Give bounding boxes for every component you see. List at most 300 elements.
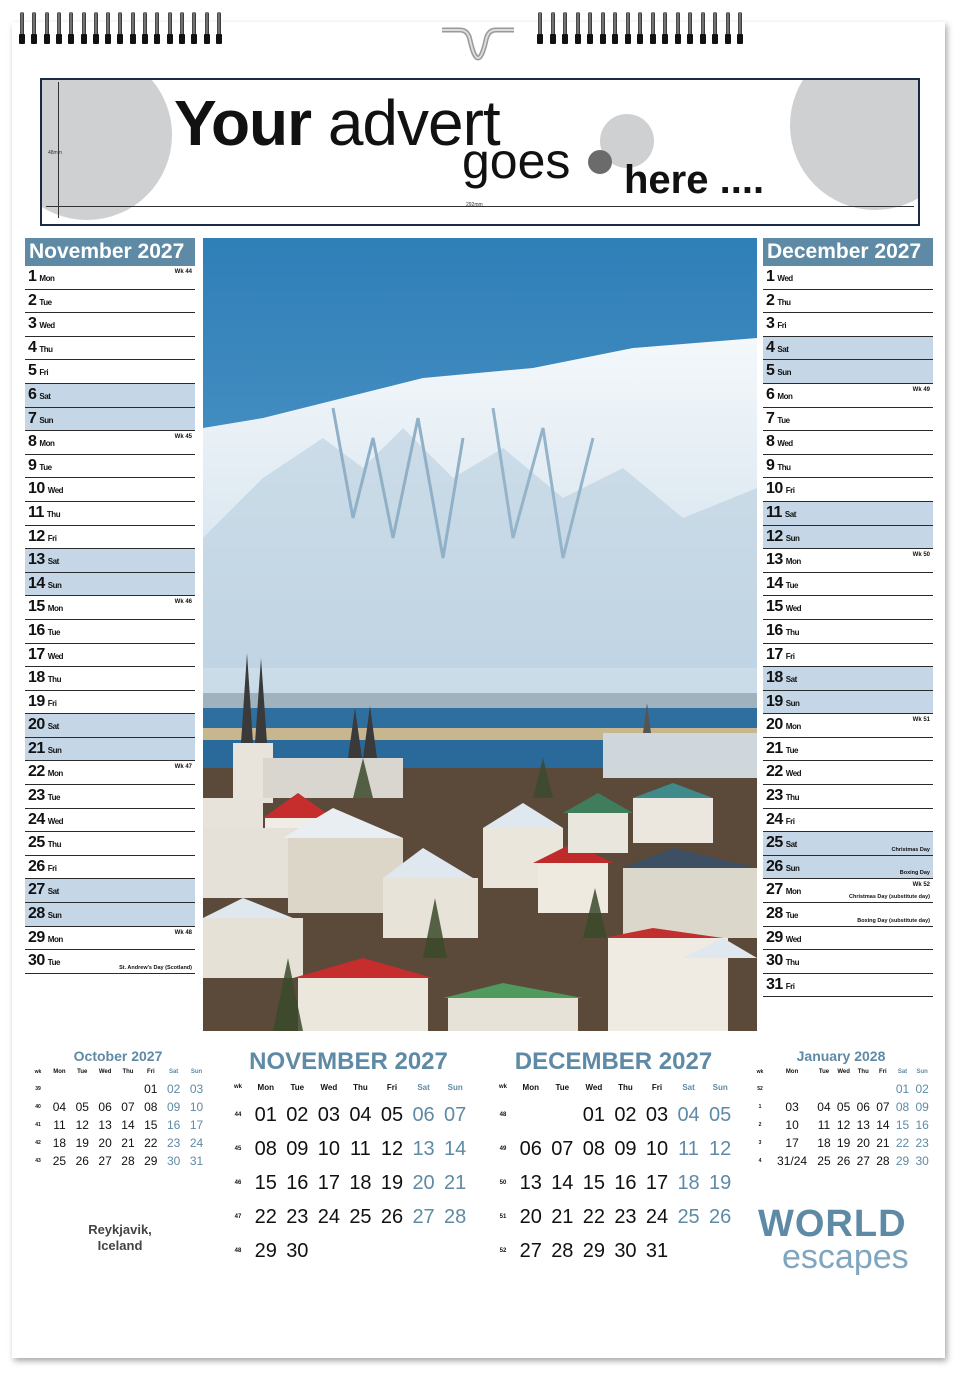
week-number: Wk 48 — [174, 929, 192, 936]
date-cell: 27 — [519, 1239, 542, 1262]
holiday-label: Boxing Day — [899, 870, 930, 877]
weekday-abbrev: Tue — [47, 627, 60, 637]
binding-ring — [180, 12, 184, 44]
calendar-week-row — [28, 1152, 208, 1170]
holiday-label: St. Andrew's Day (Scotland) — [119, 964, 192, 971]
week-number: Wk 50 — [912, 552, 930, 559]
day-number: 16 Thu — [766, 621, 799, 639]
date-cell: 06 — [98, 1100, 112, 1114]
weekday-header: Sat — [417, 1082, 430, 1092]
day-number: 7 Tue — [766, 409, 790, 427]
date-cell: 17 — [189, 1118, 204, 1132]
date-cell: 04 — [349, 1103, 372, 1126]
date-cell: 07 — [551, 1137, 574, 1160]
calendar-week-row — [226, 1234, 471, 1268]
date-cell: 27 — [98, 1154, 112, 1168]
day-row — [25, 903, 195, 927]
weekday-header: Fri — [146, 1069, 155, 1075]
date-cell: 04 — [677, 1103, 700, 1126]
day-row — [25, 714, 195, 738]
calendar-week-row — [491, 1132, 736, 1166]
day-row — [25, 644, 195, 668]
weekday-abbrev: Tue — [785, 911, 798, 921]
holiday-label: Christmas Day — [891, 846, 930, 853]
date-cell: 02 — [915, 1082, 929, 1096]
day-number: 2 Thu — [766, 291, 791, 309]
calendar-week-row — [491, 1200, 736, 1234]
day-row — [763, 431, 933, 455]
date-cell: 19 — [380, 1171, 404, 1194]
date-cell: 05 — [75, 1100, 89, 1114]
weekday-abbrev: Mon — [785, 557, 801, 567]
date-cell: 05 — [836, 1100, 851, 1114]
date-cell: 16 — [286, 1171, 309, 1194]
date-cell: 03 — [189, 1082, 204, 1096]
calendar-week-row — [28, 1098, 208, 1116]
date-cell: 18 — [677, 1171, 700, 1194]
advert-line3: here .... — [624, 158, 765, 202]
weekday-abbrev: Thu — [785, 793, 799, 803]
weekday-abbrev: Fri — [47, 863, 57, 873]
day-row — [25, 266, 195, 290]
day-row — [25, 408, 195, 432]
weekday-header: wk — [756, 1069, 764, 1075]
day-row — [763, 408, 933, 432]
day-row — [763, 761, 933, 785]
mini-calendar-january — [750, 1048, 932, 1170]
day-number: 31 Fri — [766, 975, 795, 993]
date-cell — [117, 1080, 140, 1098]
date-cell: 12 — [380, 1137, 404, 1160]
day-number: 20 Sat — [28, 716, 59, 734]
day-number: 5 Fri — [28, 362, 49, 380]
big-calendar-november — [226, 1048, 471, 1268]
day-number: 12 Fri — [28, 527, 57, 545]
date-cell: 14 — [551, 1171, 574, 1194]
week-number: Wk 47 — [174, 764, 192, 771]
week-number-cell: 40 — [35, 1104, 41, 1110]
date-cell: 21 — [444, 1171, 467, 1194]
date-cell: 02 — [614, 1103, 637, 1126]
weekday-header: Tue — [555, 1082, 570, 1092]
day-row — [763, 879, 933, 903]
week-number-cell: 39 — [35, 1086, 41, 1092]
date-cell: 30 — [286, 1239, 309, 1262]
day-row — [763, 266, 933, 290]
weekday-abbrev: Thu — [47, 675, 61, 685]
weekday-abbrev: Tue — [39, 297, 52, 307]
day-number: 21 Sun — [28, 739, 62, 757]
day-number: 20 Mon — [766, 716, 801, 734]
day-number: 27 Sat — [28, 881, 59, 899]
date-cell — [853, 1080, 873, 1098]
weekday-header: Tue — [818, 1069, 830, 1075]
calendar-week-row — [491, 1166, 736, 1200]
date-cell: 19 — [836, 1136, 851, 1150]
binding-ring — [69, 12, 73, 44]
week-number-cell: 2 — [758, 1122, 762, 1128]
calendar-week-row — [28, 1080, 208, 1098]
date-cell: 13 — [519, 1171, 542, 1194]
november-list-title: November 2027 — [25, 238, 195, 266]
binding-ring — [118, 12, 122, 44]
binding-ring — [82, 12, 86, 44]
date-cell: 11 — [53, 1118, 66, 1132]
date-cell: 25 — [349, 1205, 372, 1228]
day-row — [25, 761, 195, 785]
weekday-abbrev: Thu — [777, 462, 791, 472]
binding-ring — [168, 12, 172, 44]
date-cell — [515, 1098, 547, 1132]
day-row — [25, 927, 195, 951]
week-number-cell: 41 — [35, 1122, 41, 1128]
advert-line1 — [174, 86, 500, 160]
date-cell: 11 — [817, 1118, 831, 1132]
date-cell: 25 — [817, 1154, 831, 1168]
binding-ring — [738, 12, 742, 44]
day-row — [763, 856, 933, 880]
week-number-cell: 49 — [499, 1146, 507, 1152]
week-number-cell: 52 — [499, 1248, 507, 1254]
date-cell: 11 — [678, 1137, 699, 1160]
day-number: 26 Fri — [28, 857, 57, 875]
day-number: 4 Thu — [28, 338, 53, 356]
reykjavik-photo-illustration — [203, 238, 757, 1031]
day-number: 8 Wed — [766, 433, 793, 451]
date-cell: 23 — [286, 1205, 309, 1228]
day-row — [25, 691, 195, 715]
day-row — [25, 809, 195, 833]
day-row — [25, 950, 195, 974]
weekday-header: Thu — [857, 1069, 869, 1075]
week-number-cell: 3 — [758, 1140, 762, 1146]
day-row — [763, 478, 933, 502]
binding-ring — [94, 12, 98, 44]
date-cell: 27 — [856, 1154, 870, 1168]
date-cell: 14 — [444, 1137, 467, 1160]
day-number: 15 Mon — [28, 598, 63, 616]
day-number: 1 Mon — [28, 268, 55, 285]
weekday-abbrev: Mon — [39, 439, 55, 449]
advert-circle-left — [40, 78, 172, 220]
binding-ring — [663, 12, 667, 44]
binding-ring — [20, 12, 24, 44]
binding-ring — [143, 12, 147, 44]
date-cell: 23 — [614, 1205, 637, 1228]
weekday-header: Fri — [386, 1082, 398, 1092]
weekday-abbrev: Sat — [777, 344, 789, 354]
landscape-photo — [203, 238, 757, 1031]
calendar-title: NOVEMBER 2027 — [249, 1048, 448, 1075]
week-number-cell: 1 — [758, 1104, 762, 1110]
date-cell: 25 — [677, 1205, 700, 1228]
weekday-abbrev: Sat — [785, 675, 797, 685]
date-cell: 15 — [895, 1118, 910, 1132]
weekday-abbrev: Fri — [39, 368, 49, 378]
weekday-abbrev: Thu — [777, 297, 791, 307]
day-row — [25, 856, 195, 880]
date-cell: 28 — [444, 1205, 467, 1228]
date-cell: 26 — [709, 1205, 732, 1228]
calendar-week-row — [491, 1234, 736, 1268]
date-cell: 09 — [286, 1137, 309, 1160]
weekday-abbrev: Wed — [785, 934, 802, 944]
date-cell: 05 — [380, 1103, 404, 1126]
day-number: 9 Thu — [766, 456, 791, 474]
holiday-label: Christmas Day (substitute day) — [849, 894, 930, 901]
day-row — [763, 573, 933, 597]
week-number-cell: 44 — [234, 1112, 242, 1118]
day-number: 29 Wed — [766, 928, 802, 946]
date-cell — [547, 1098, 579, 1132]
location-line2: Iceland — [97, 1238, 143, 1253]
day-number: 27 Mon — [766, 881, 801, 899]
binding-ring — [205, 12, 209, 44]
day-number: 3 Wed — [28, 315, 55, 333]
day-row — [25, 620, 195, 644]
day-row — [25, 832, 195, 856]
weekday-abbrev: Tue — [777, 415, 790, 425]
binding-ring — [45, 12, 49, 44]
date-cell — [94, 1080, 117, 1098]
big-calendar-december — [491, 1048, 736, 1268]
day-row — [25, 573, 195, 597]
date-cell: 20 — [519, 1205, 542, 1228]
day-number: 24 Wed — [28, 810, 64, 828]
date-cell: 08 — [254, 1137, 277, 1160]
binding-ring — [538, 12, 542, 44]
week-number-cell: 48 — [234, 1248, 242, 1254]
day-number: 22 Mon — [28, 763, 63, 781]
calendar-week-row — [750, 1098, 932, 1116]
weekday-abbrev: Wed — [777, 274, 793, 283]
day-number: 10 Fri — [766, 480, 795, 498]
calendar-week-row — [750, 1116, 932, 1134]
weekday-abbrev: Fri — [785, 651, 795, 661]
date-cell — [834, 1080, 854, 1098]
december-day-list — [763, 238, 933, 997]
day-number: 23 Thu — [766, 787, 799, 805]
weekday-abbrev: Fri — [47, 698, 57, 708]
date-cell — [673, 1234, 705, 1268]
day-number: 13 Mon — [766, 551, 801, 569]
weekday-header: Thu — [618, 1082, 633, 1092]
day-number: 22 Wed — [766, 763, 802, 781]
day-number: 12 Sun — [766, 527, 800, 545]
date-cell: 04 — [52, 1100, 67, 1114]
weekday-abbrev: Mon — [777, 391, 793, 401]
date-cell: 21 — [551, 1205, 574, 1228]
width-dimension-label: 292mm — [466, 202, 483, 208]
week-number-cell: 42 — [35, 1140, 41, 1146]
weekday-abbrev: Thu — [39, 344, 53, 354]
date-cell: 30 — [166, 1154, 181, 1168]
week-number-cell: 46 — [234, 1180, 242, 1186]
date-cell: 28 — [876, 1154, 890, 1168]
weekday-abbrev: Fri — [47, 533, 57, 543]
date-cell: 23 — [166, 1136, 181, 1150]
date-cell: 01 — [144, 1082, 158, 1096]
date-cell: 05 — [709, 1103, 732, 1126]
weekday-abbrev: Sun — [47, 911, 62, 921]
day-row — [763, 974, 933, 998]
day-row — [763, 337, 933, 361]
weekday-header: Wed — [320, 1082, 338, 1092]
day-number: 16 Tue — [28, 621, 60, 639]
weekday-abbrev: Mon — [47, 604, 63, 614]
day-row — [25, 337, 195, 361]
weekday-abbrev: Sat — [39, 391, 51, 401]
weekday-header: Mon — [257, 1082, 274, 1092]
binding-ring — [551, 12, 555, 44]
week-number: Wk 46 — [174, 599, 192, 606]
date-cell — [376, 1234, 408, 1268]
date-cell: 06 — [519, 1137, 542, 1160]
date-cell — [873, 1080, 893, 1098]
calendar-week-row — [750, 1080, 932, 1098]
week-number: Wk 45 — [174, 434, 192, 441]
date-cell: 08 — [895, 1100, 910, 1114]
date-cell: 12 — [75, 1118, 89, 1132]
day-number: 11 Sat — [766, 503, 796, 521]
day-row — [763, 360, 933, 384]
date-cell: 10 — [317, 1137, 340, 1160]
day-number: 25 Thu — [28, 834, 61, 852]
day-row — [763, 620, 933, 644]
weekday-header: Sun — [447, 1082, 463, 1092]
day-row — [763, 290, 933, 314]
calendar-week-row — [226, 1166, 471, 1200]
calendar-title: January 2028 — [796, 1048, 886, 1064]
weekday-header: Wed — [98, 1069, 112, 1075]
day-number: 17 Wed — [28, 645, 64, 663]
date-cell: 10 — [645, 1137, 669, 1160]
date-cell: 29 — [895, 1154, 910, 1168]
day-row — [25, 502, 195, 526]
date-cell: 02 — [286, 1103, 309, 1126]
weekday-abbrev: Sun — [785, 533, 800, 543]
weekday-header: Sat — [168, 1069, 179, 1075]
weekday-abbrev: Sun — [39, 415, 54, 425]
date-cell: 10 — [189, 1100, 204, 1114]
weekday-abbrev: Fri — [785, 486, 795, 496]
advert-line1-rest: advert — [327, 87, 500, 159]
week-number-cell: 45 — [234, 1146, 242, 1152]
date-cell: 21 — [121, 1136, 135, 1150]
date-cell: 22 — [254, 1205, 277, 1228]
weekday-abbrev: Tue — [785, 580, 798, 590]
day-number: 1 Wed — [766, 268, 793, 285]
weekday-abbrev: Tue — [785, 745, 798, 755]
day-number: 10 Wed — [28, 480, 64, 498]
weekday-abbrev: Fri — [785, 981, 795, 991]
date-cell: 26 — [836, 1154, 851, 1168]
day-row — [25, 478, 195, 502]
date-cell: 29 — [254, 1239, 277, 1262]
binding-ring — [726, 12, 730, 44]
weekday-header: Mon — [53, 1069, 66, 1075]
day-number: 23 Tue — [28, 787, 60, 805]
day-number: 14 Sun — [28, 574, 62, 592]
weekday-abbrev: Sun — [785, 863, 800, 873]
day-number: 18 Thu — [28, 669, 61, 687]
date-cell: 10 — [785, 1118, 799, 1132]
week-number: Wk 51 — [912, 717, 930, 724]
date-cell: 12 — [836, 1118, 851, 1132]
weekday-header: wk — [498, 1084, 507, 1090]
date-cell: 25 — [52, 1154, 67, 1168]
day-row — [763, 526, 933, 550]
date-cell: 31/24 — [777, 1154, 808, 1168]
day-row — [25, 384, 195, 408]
day-row — [763, 738, 933, 762]
date-cell: 17 — [645, 1171, 669, 1194]
weekday-abbrev: Thu — [785, 627, 799, 637]
mini-calendar-october — [28, 1048, 208, 1170]
date-cell: 28 — [551, 1239, 574, 1262]
binding-ring — [563, 12, 567, 44]
weekday-header: Sat — [682, 1082, 695, 1092]
week-number-cell: 43 — [35, 1158, 41, 1164]
day-row — [25, 738, 195, 762]
day-row — [763, 455, 933, 479]
week-number: Wk 44 — [174, 269, 192, 275]
binding-ring — [651, 12, 655, 44]
binding-ring — [638, 12, 642, 44]
weekday-header-row — [491, 1076, 736, 1098]
weekday-header: Sat — [897, 1069, 908, 1075]
date-cell: 19 — [75, 1136, 89, 1150]
weekday-header: Mon — [522, 1082, 539, 1092]
day-number: 30 Tue — [28, 952, 60, 970]
date-cell: 09 — [614, 1137, 637, 1160]
day-row — [25, 879, 195, 903]
day-number: 29 Mon — [28, 928, 63, 946]
weekday-abbrev: Sat — [47, 887, 59, 897]
binding-ring — [688, 12, 692, 44]
weekday-header-row — [28, 1064, 208, 1080]
date-cell: 09 — [915, 1100, 929, 1114]
date-cell: 30 — [915, 1154, 929, 1168]
weekday-header: Mon — [785, 1069, 799, 1075]
date-cell: 22 — [144, 1136, 158, 1150]
date-cell: 26 — [75, 1154, 89, 1168]
weekday-abbrev: Wed — [785, 604, 802, 614]
calendar-week-row — [750, 1152, 932, 1170]
world-escapes-logo — [758, 1203, 909, 1276]
day-number: 19 Fri — [28, 692, 57, 710]
date-cell: 03 — [785, 1100, 799, 1114]
date-cell: 24 — [645, 1205, 669, 1228]
day-row — [763, 384, 933, 408]
week-number-cell: 4 — [758, 1158, 762, 1164]
date-cell: 15 — [254, 1171, 277, 1194]
weekday-abbrev: Mon — [785, 722, 801, 732]
date-cell: 20 — [98, 1136, 112, 1150]
weekday-header: Sun — [712, 1082, 728, 1092]
calendar-week-row — [226, 1132, 471, 1166]
date-cell: 07 — [444, 1103, 467, 1126]
weekday-abbrev: Sat — [785, 840, 797, 850]
logo-word1: WORLD — [758, 1203, 907, 1245]
date-cell: 08 — [582, 1137, 605, 1160]
date-cell: 06 — [412, 1103, 435, 1126]
week-number-cell: 52 — [757, 1086, 763, 1092]
date-cell: 26 — [380, 1205, 404, 1228]
day-row — [763, 691, 933, 715]
day-number: 28 Tue — [766, 905, 798, 923]
binding-ring — [626, 12, 630, 44]
